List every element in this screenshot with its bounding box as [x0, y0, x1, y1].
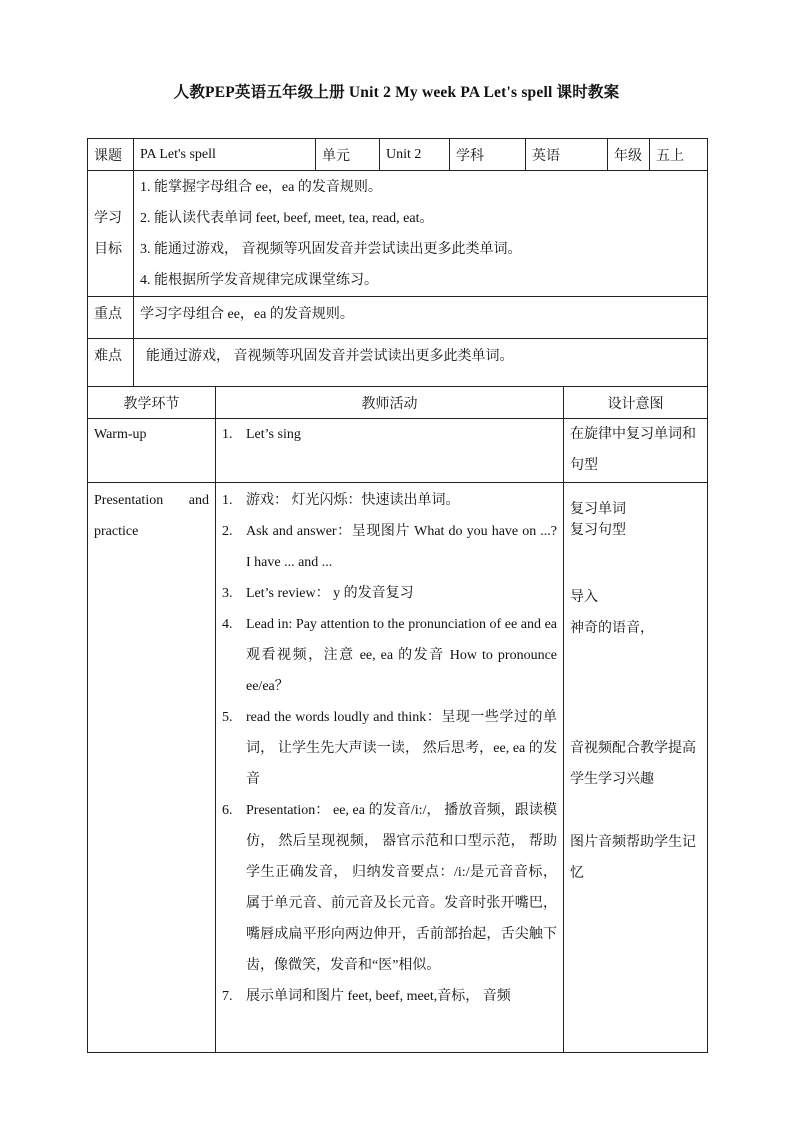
warmup-intent: 在旋律中复习单词和句型	[564, 419, 708, 483]
presentation-row	[88, 483, 708, 1053]
activity-text: 游戏： 灯光闪烁：快速读出单词。	[246, 493, 460, 508]
activity-item	[222, 485, 557, 516]
activity-item	[222, 795, 557, 981]
document-title: 人教PEP英语五年级上册 Unit 2 My week PA Let's spell 课时教案	[173, 84, 620, 101]
unit-label: 单元	[316, 139, 380, 171]
activity-text: Ask and answer：呈现图片 What do you have on ...? I have ... and ...	[246, 524, 557, 570]
subject-label: 学科	[450, 139, 526, 171]
intent-picture-audio: 图片音频帮助学生记忆	[570, 835, 696, 881]
warmup-activity	[216, 419, 564, 483]
intent-lead-in: 导入	[570, 590, 598, 605]
activity-text: 展示单词和图片 feet, beef, meet,音标， 音频	[246, 989, 511, 1004]
intent-review-words: 复习单词	[570, 502, 626, 517]
key-point-text: 学习字母组合 ee，ea 的发音规则。	[134, 297, 708, 339]
intent-audio-video: 音视频配合教学提高学生学习兴趣	[570, 741, 696, 787]
activity-number: 6.	[222, 803, 233, 818]
activity-number: 1.	[222, 493, 233, 508]
activity-text: Let’s review： y 的发音复习	[246, 586, 414, 601]
unit-value: Unit 2	[380, 139, 450, 171]
activity-item	[222, 609, 557, 702]
intent-magic-phonics: 神奇的语音，	[570, 621, 654, 636]
col-stage-header: 教学环节	[88, 387, 216, 419]
activity-number: 1.	[222, 427, 233, 442]
activity-text: read the words loudly and think：呈现一些学过的单词， 让学生先大声读一读， 然后思考，ee, ea 的发音	[246, 710, 557, 787]
objective-item: 3. 能通过游戏， 音视频等巩固发音并尝试读出更多此类单词。	[140, 241, 522, 257]
topic-value: PA Let's spell	[134, 139, 316, 171]
activity-text: Lead in: Pay attention to the pronunciation of ee and ea 观看视频，注意 ee, ea 的发音 How to pronounce ee/ea？	[246, 617, 557, 694]
lesson-plan-table	[87, 138, 708, 1053]
activity-number: 5.	[222, 710, 233, 725]
key-point-label: 重点	[88, 297, 134, 339]
objective-item: 4. 能根据所学发音规律完成课堂练习。	[140, 272, 378, 288]
objectives-label-line1: 学习	[94, 210, 122, 226]
presentation-intents	[564, 483, 708, 1053]
header-row	[88, 139, 708, 171]
activity-number: 2.	[222, 524, 233, 539]
difficulty-row	[88, 339, 708, 387]
activity-text: Let’s sing	[246, 427, 301, 442]
grade-label: 年级	[608, 139, 650, 171]
key-point-row	[88, 297, 708, 339]
warmup-row	[88, 419, 708, 483]
col-activity-header: 教师活动	[216, 387, 564, 419]
intent-review-sentences: 复习句型	[570, 523, 626, 538]
presentation-stage-line1: Presentation and	[94, 493, 209, 508]
grade-value: 五上	[650, 139, 708, 171]
activity-item	[222, 578, 557, 609]
difficulty-label: 难点	[88, 339, 134, 387]
activity-number: 4.	[222, 617, 233, 632]
warmup-stage: Warm-up	[88, 419, 216, 483]
activity-item	[222, 981, 557, 1012]
activity-item	[222, 516, 557, 578]
presentation-activities	[216, 483, 564, 1053]
presentation-stage-line2: practice	[94, 524, 139, 539]
topic-label: 课题	[88, 139, 134, 171]
objectives-label-line2: 目标	[94, 241, 122, 257]
subject-value: 英语	[526, 139, 608, 171]
objectives-label	[88, 171, 134, 297]
activity-text: Presentation： ee, ea 的发音/i:/， 播放音频，跟读模仿， 然后呈现视频， 器官示范和口型示范， 帮助学生正确发音， 归纳发音要点：/i:/是元音音标，属于单元音、前元音及长元音。发音时张开嘴巴，嘴唇成扁平形向两边伸开，舌前部抬起，舌尖触下齿，像微笑，发音和“医”相似。	[246, 803, 557, 973]
activity-item	[222, 702, 557, 795]
col-intent-header: 设计意图	[564, 387, 708, 419]
objective-item: 2. 能认读代表单词 feet, beef, meet, tea, read, eat。	[140, 210, 434, 226]
presentation-stage	[88, 483, 216, 1053]
activity-number: 3.	[222, 586, 233, 601]
objectives-row	[88, 171, 708, 297]
activity-number: 7.	[222, 989, 233, 1004]
objectives-list	[134, 171, 708, 297]
difficulty-text: 能通过游戏， 音视频等巩固发音并尝试读出更多此类单词。	[134, 339, 708, 387]
objective-item: 1. 能掌握字母组合 ee，ea 的发音规则。	[140, 179, 382, 195]
column-header-row	[88, 387, 708, 419]
